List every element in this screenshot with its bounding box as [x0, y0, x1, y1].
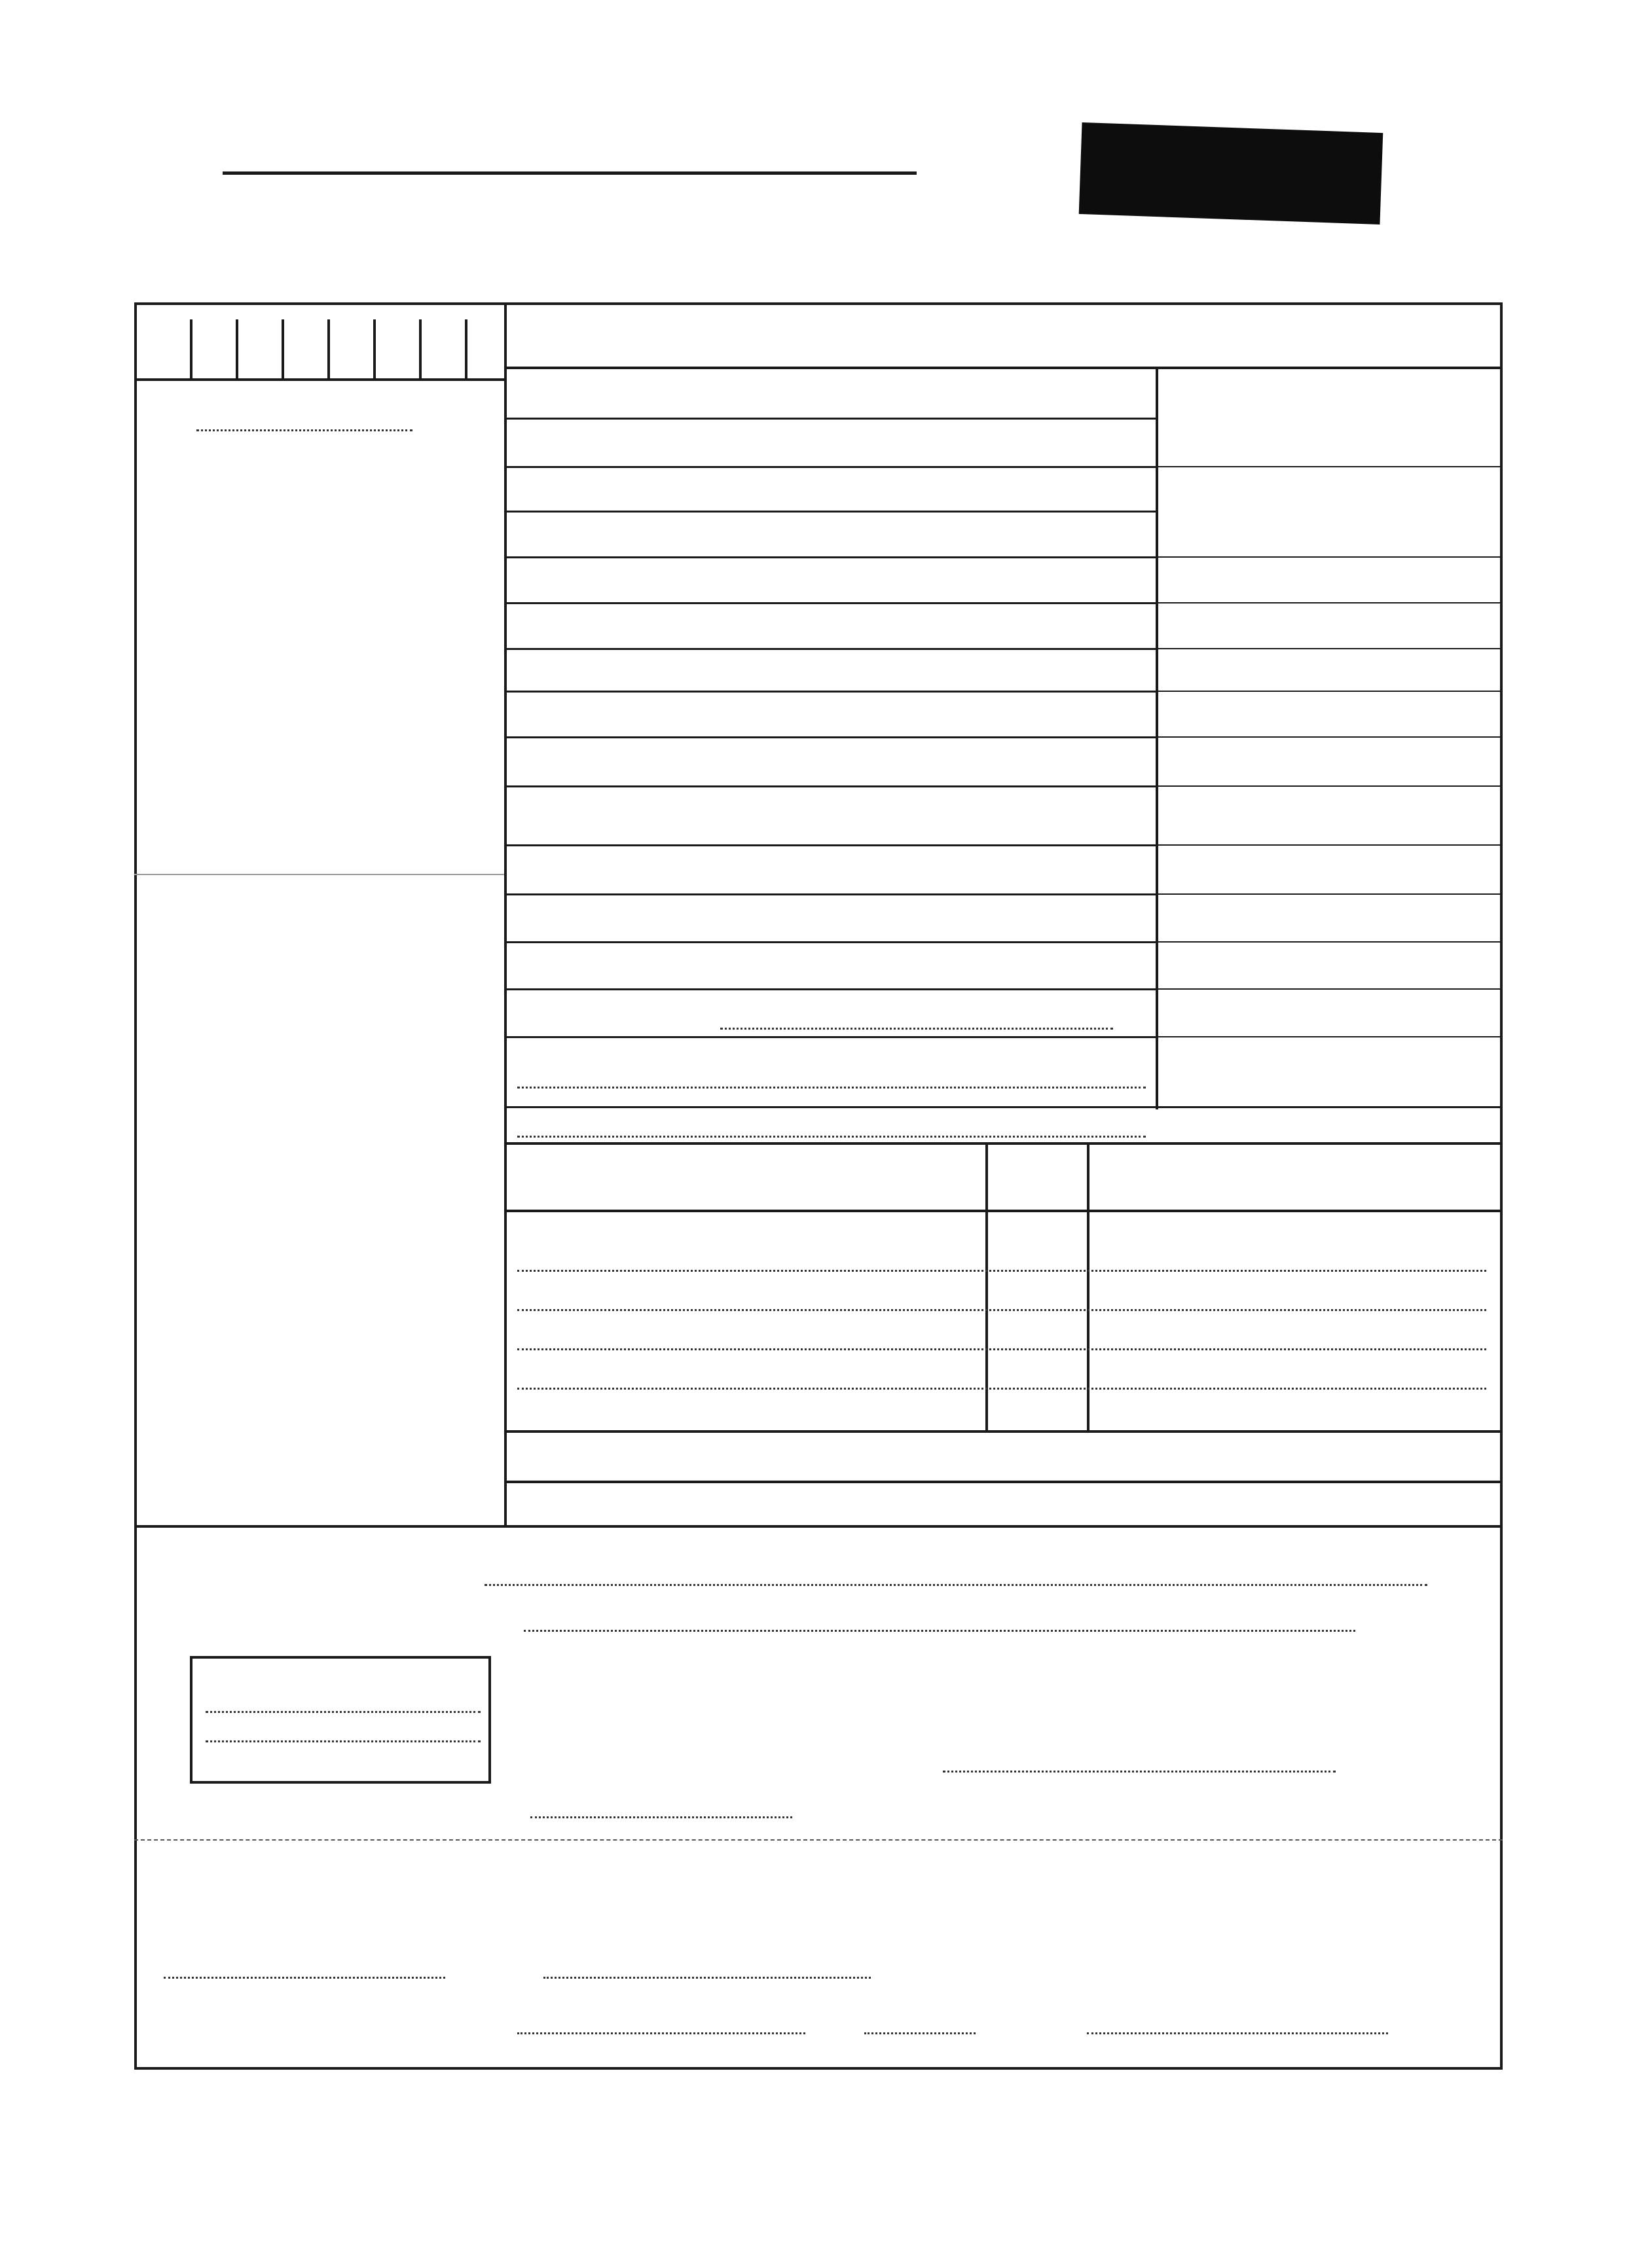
child-row-line [517, 1348, 1486, 1350]
footer-divider [134, 1839, 1503, 1841]
value-row-line [504, 844, 1156, 846]
value-row-line [504, 785, 1156, 787]
frame-right [1500, 302, 1503, 2070]
value-row-line [504, 602, 1156, 604]
tick-4 [327, 319, 330, 378]
frame-bottom [134, 2067, 1503, 2070]
underground-line [1087, 2032, 1388, 2034]
ghetto-line [164, 1977, 445, 1979]
value-row-line [504, 418, 1156, 420]
child-row-line [517, 1388, 1486, 1390]
tick-2 [236, 319, 238, 378]
label-row-line [1156, 1036, 1503, 1037]
children-top [504, 1142, 1503, 1145]
stamp-line-1 [206, 1711, 481, 1713]
logo-text [1082, 122, 1383, 133]
value-row-line [504, 648, 1156, 650]
left-column-divider [504, 302, 507, 1526]
note-bottom [504, 1481, 1503, 1483]
value-row-line [504, 691, 1156, 693]
husband-line [517, 1136, 1146, 1138]
field-12-line [720, 1028, 1113, 1030]
value-row-line [504, 893, 1156, 895]
tick-5 [373, 319, 376, 378]
label-row-line [1156, 466, 1503, 467]
tick-3 [282, 319, 284, 378]
value-row-line [504, 941, 1156, 943]
children-col-1 [985, 1142, 988, 1430]
children-header-bottom [504, 1210, 1503, 1212]
value-row-line [504, 1106, 1503, 1108]
declaration-line-2 [524, 1630, 1355, 1632]
tick-6 [419, 319, 422, 378]
child-row-line [517, 1309, 1486, 1311]
value-row-line [504, 1036, 1156, 1038]
value-row-line [504, 988, 1156, 990]
official-line [530, 1816, 792, 1818]
place-date-line [943, 1771, 1336, 1773]
authority-underline [223, 171, 917, 175]
etc-line [517, 2032, 805, 2034]
label-row-line [1156, 691, 1503, 692]
value-row-line [504, 556, 1156, 558]
approval-line [196, 429, 412, 431]
value-row-line [504, 736, 1156, 738]
children-col-2 [1087, 1142, 1089, 1430]
tick-row-bottom [134, 378, 504, 381]
frame-left [134, 302, 137, 2070]
photo-area-bottom [134, 874, 504, 875]
label-row-line [1156, 893, 1503, 895]
yad-vashem-logo [1079, 122, 1383, 225]
labels-column-divider [1156, 367, 1158, 1109]
declaration-line-1 [485, 1584, 1427, 1586]
label-row-line [1156, 648, 1503, 649]
label-row-line [1156, 602, 1503, 603]
town-line [864, 2032, 976, 2034]
label-row-line [1156, 988, 1503, 990]
value-row-line [504, 466, 1156, 468]
tick-1 [190, 319, 192, 378]
label-row-line [1156, 556, 1503, 558]
value-row-line [504, 511, 1156, 513]
label-row-line [1156, 736, 1503, 738]
wife-line [517, 1087, 1146, 1089]
tick-7 [465, 319, 467, 378]
left-panel-bottom [134, 1525, 1503, 1528]
child-row-line [517, 1270, 1486, 1272]
frame-top [134, 302, 1503, 305]
stamp-line-2 [206, 1740, 481, 1742]
instruction-divider [504, 367, 1503, 369]
camp-line [543, 1977, 871, 1979]
label-row-line [1156, 844, 1503, 846]
label-row-line [1156, 941, 1503, 943]
stamp-box [190, 1656, 491, 1784]
label-row-line [1156, 785, 1503, 787]
children-bottom [504, 1430, 1503, 1433]
